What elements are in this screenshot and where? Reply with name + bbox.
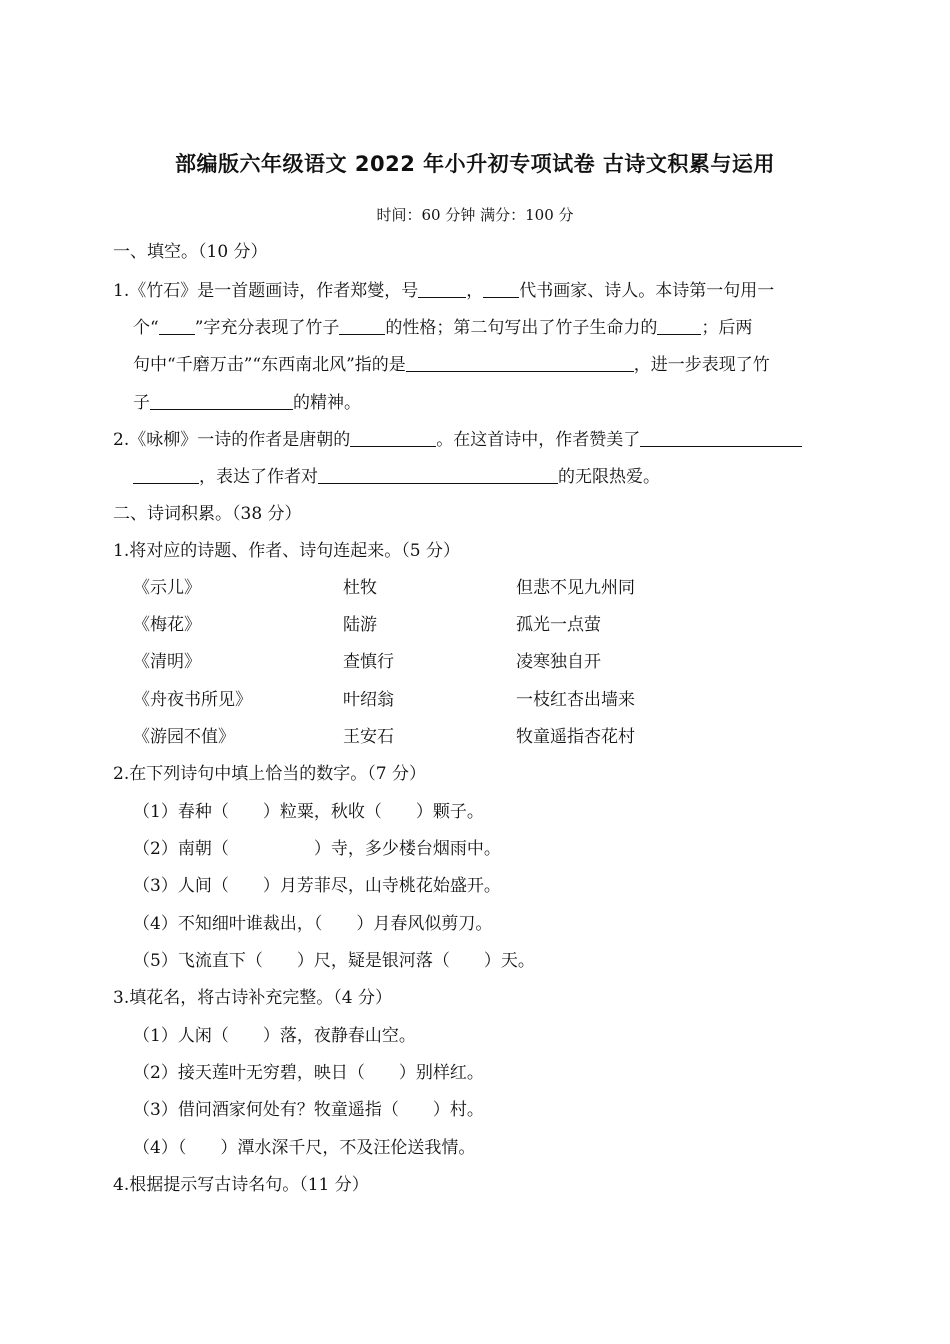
- q1-line1: 1.《竹石》是一首题画诗，作者郑燮，号 ， 代书画家、诗人。本诗第一句用一: [113, 278, 774, 303]
- q2-line2: ，表达了作者对 的无限热爱。: [133, 464, 660, 489]
- match-line: 一枝红杏出墙来: [516, 690, 635, 710]
- answer-blank[interactable]: [133, 464, 199, 484]
- match-title: 《舟夜书所见》: [133, 690, 252, 710]
- fill-number-item: （4）不知细叶谁裁出，（ ）月春风似剪刀。: [133, 914, 493, 934]
- match-author: 王安石: [343, 727, 394, 747]
- answer-blank[interactable]: [350, 427, 436, 447]
- s2-q3-heading: 3.填花名，将古诗补充完整。（4 分）: [113, 988, 392, 1008]
- answer-blank[interactable]: [418, 278, 466, 298]
- match-line: 但悲不见九州同: [516, 578, 635, 598]
- answer-blank[interactable]: [339, 315, 385, 335]
- fill-flower-item: （3）借问酒家何处有？牧童遥指（ ）村。: [133, 1100, 484, 1120]
- s2-q2-heading: 2.在下列诗句中填上恰当的数字。（7 分）: [113, 764, 426, 784]
- s2-q1-heading: 1.将对应的诗题、作者、诗句连起来。（5 分）: [113, 541, 460, 561]
- fill-number-item: （2）南朝（ ）寺，多少楼台烟雨中。: [133, 839, 501, 859]
- match-line: 凌寒独自开: [516, 652, 601, 672]
- fill-number-item: （1）春种（ ）粒粟，秋收（ ）颗子。: [133, 802, 484, 822]
- match-title: 《游园不值》: [133, 727, 235, 747]
- answer-blank[interactable]: [640, 427, 802, 447]
- fill-number-item: （3）人间（ ）月芳菲尽，山寺桃花始盛开。: [133, 876, 501, 896]
- section1-heading: 一、填空。（10 分）: [113, 242, 268, 262]
- match-author: 杜牧: [343, 578, 377, 598]
- answer-blank[interactable]: [657, 315, 701, 335]
- answer-blank[interactable]: [159, 315, 195, 335]
- fill-flower-item: （1）人闲（ ）落，夜静春山空。: [133, 1026, 416, 1046]
- match-author: 查慎行: [343, 652, 394, 672]
- match-title: 《示儿》: [133, 578, 201, 598]
- answer-blank[interactable]: [483, 278, 519, 298]
- answer-blank[interactable]: [150, 390, 293, 410]
- q1-line3: 句中“千磨万击”“东西南北风”指的是 ，进一步表现了竹: [133, 352, 770, 377]
- match-title: 《清明》: [133, 652, 201, 672]
- match-line: 牧童遥指杏花村: [516, 727, 635, 747]
- fill-number-item: （5）飞流直下（ ）尺，疑是银河落（ ）天。: [133, 951, 535, 971]
- match-title: 《梅花》: [133, 615, 201, 635]
- match-author: 陆游: [343, 615, 377, 635]
- match-author: 叶绍翁: [343, 690, 394, 710]
- fill-flower-item: （2）接天莲叶无穷碧，映日（ ）别样红。: [133, 1063, 484, 1083]
- q1-line2: 个“ ”字充分表现了竹子 的性格；第二句写出了竹子生命力的 ；后两: [133, 315, 752, 340]
- exam-time-score: 时间：60 分钟 满分：100 分: [376, 206, 574, 224]
- fill-flower-item: （4）（ ）潭水深千尺，不及汪伦送我情。: [133, 1138, 476, 1158]
- s2-q4-heading: 4.根据提示写古诗名句。（11 分）: [113, 1175, 369, 1195]
- section2-heading: 二、诗词积累。（38 分）: [113, 504, 302, 524]
- q2-line1: 2.《咏柳》一诗的作者是唐朝的 。在这首诗中，作者赞美了: [113, 427, 802, 452]
- answer-blank[interactable]: [318, 464, 558, 484]
- q1-line4: 子 的精神。: [133, 390, 361, 415]
- match-line: 孤光一点萤: [516, 615, 601, 635]
- page-title: 部编版六年级语文 2022 年小升初专项试卷 古诗文积累与运用: [175, 152, 775, 176]
- answer-blank[interactable]: [406, 352, 634, 372]
